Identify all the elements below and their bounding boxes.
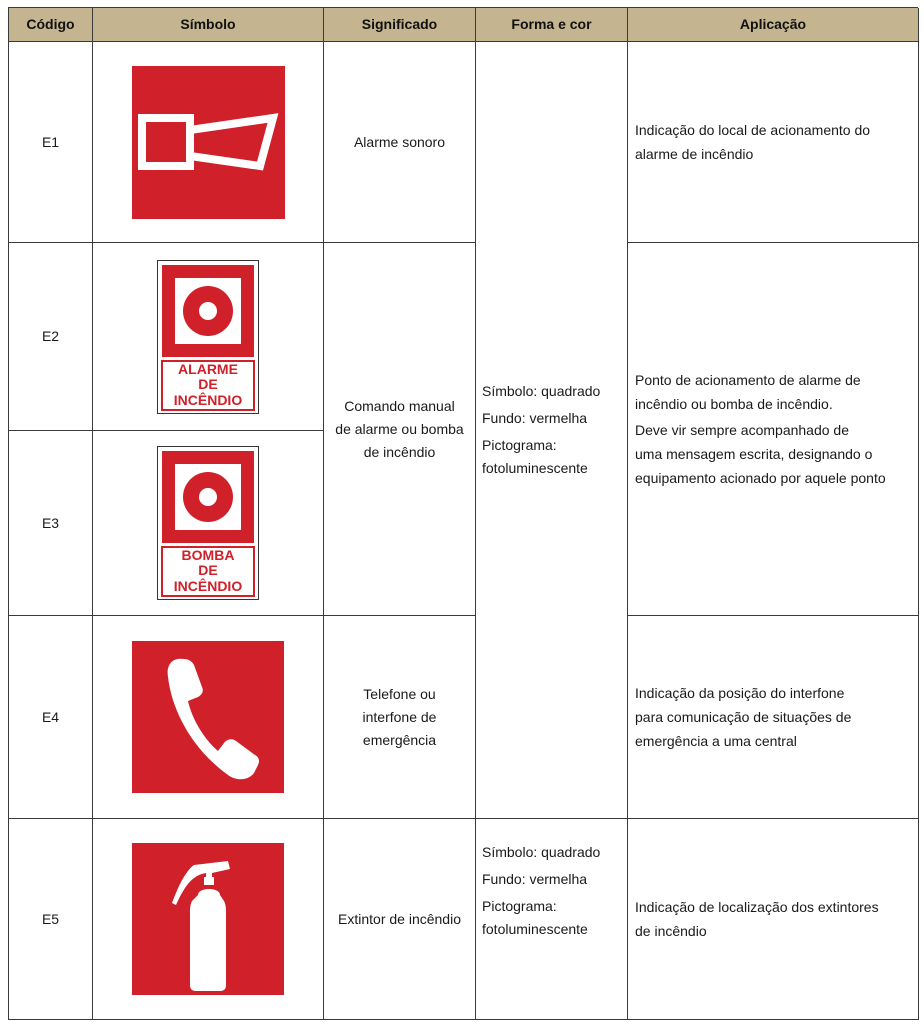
code-e5: E5	[9, 819, 93, 1020]
fire-extinguisher-icon	[132, 843, 284, 995]
application-e1	[628, 42, 919, 243]
telephone-icon	[132, 641, 284, 793]
forma-line: Fundo: vermelha	[482, 871, 588, 887]
horn-alarm-icon	[132, 66, 285, 219]
sign-label-line: INCÊNDIO	[173, 578, 243, 594]
symbol-e1	[93, 42, 324, 243]
forma-line: Pictograma:	[482, 898, 557, 914]
forma-e5	[476, 819, 628, 1020]
application-e5	[628, 819, 919, 1020]
sign-label-line: DE	[198, 562, 218, 578]
application-e4	[628, 616, 919, 819]
application-line: Indicação da posição do interfone	[635, 685, 845, 701]
forma-line: Símbolo: quadrado	[482, 383, 601, 399]
sign-label-line: DE	[198, 375, 218, 392]
symbol-e4	[93, 616, 324, 819]
sign-label-line: BOMBA	[181, 547, 235, 563]
symbol-e5	[93, 819, 324, 1020]
application-line: Indicação do local de acionamento do	[635, 122, 871, 138]
meaning-line: Comando manual	[344, 397, 455, 414]
application-line: incêndio ou bomba de incêndio.	[635, 396, 833, 412]
forma-e1-e4	[476, 42, 628, 819]
application-line: uma mensagem escrita, designando o	[635, 446, 873, 462]
header-simbolo: Símbolo	[93, 8, 324, 42]
application-line: Deve vir sempre acompanhado de	[635, 422, 850, 438]
application-line: equipamento acionado por aquele ponto	[635, 470, 886, 486]
signage-table	[8, 7, 918, 1020]
sign-label-line: INCÊNDIO	[173, 391, 243, 408]
alarm-button-icon	[157, 446, 259, 600]
sign-label-line: ALARME	[178, 360, 238, 377]
alarm-button-icon	[157, 260, 259, 414]
code-e3: E3	[9, 431, 93, 616]
forma-line: Fundo: vermelha	[482, 410, 588, 426]
application-line: alarme de incêndio	[635, 146, 754, 162]
application-line: para comunicação de situações de	[635, 709, 852, 725]
meaning-e2-e3	[324, 243, 476, 616]
application-line: emergência a uma central	[635, 733, 797, 749]
meaning-e5: Extintor de incêndio	[324, 819, 476, 1020]
header-forma: Forma e cor	[476, 8, 628, 42]
forma-line: fotoluminescente	[482, 460, 588, 476]
meaning-e4	[324, 616, 476, 819]
meaning-line: emergência	[362, 731, 437, 748]
forma-line: Símbolo: quadrado	[482, 844, 601, 860]
application-e2-e3	[628, 243, 919, 616]
forma-line: Pictograma:	[482, 437, 557, 453]
symbol-e3	[93, 431, 324, 616]
header-aplicacao: Aplicação	[628, 8, 919, 42]
application-line: de incêndio	[635, 923, 707, 939]
meaning-line: de alarme ou bomba	[335, 420, 464, 437]
meaning-line: Telefone ou	[363, 685, 436, 702]
code-e1: E1	[9, 42, 93, 243]
code-e4: E4	[9, 616, 93, 819]
application-line: Indicação de localização dos extintores	[635, 899, 879, 915]
meaning-line: de incêndio	[363, 443, 436, 460]
code-e2: E2	[9, 243, 93, 431]
meaning-line: interfone de	[362, 708, 437, 725]
header-codigo: Código	[9, 8, 93, 42]
application-line: Ponto de acionamento de alarme de	[635, 372, 861, 388]
symbol-e2	[93, 243, 324, 431]
header-significado: Significado	[324, 8, 476, 42]
meaning-e1: Alarme sonoro	[324, 42, 476, 243]
forma-line: fotoluminescente	[482, 921, 588, 937]
